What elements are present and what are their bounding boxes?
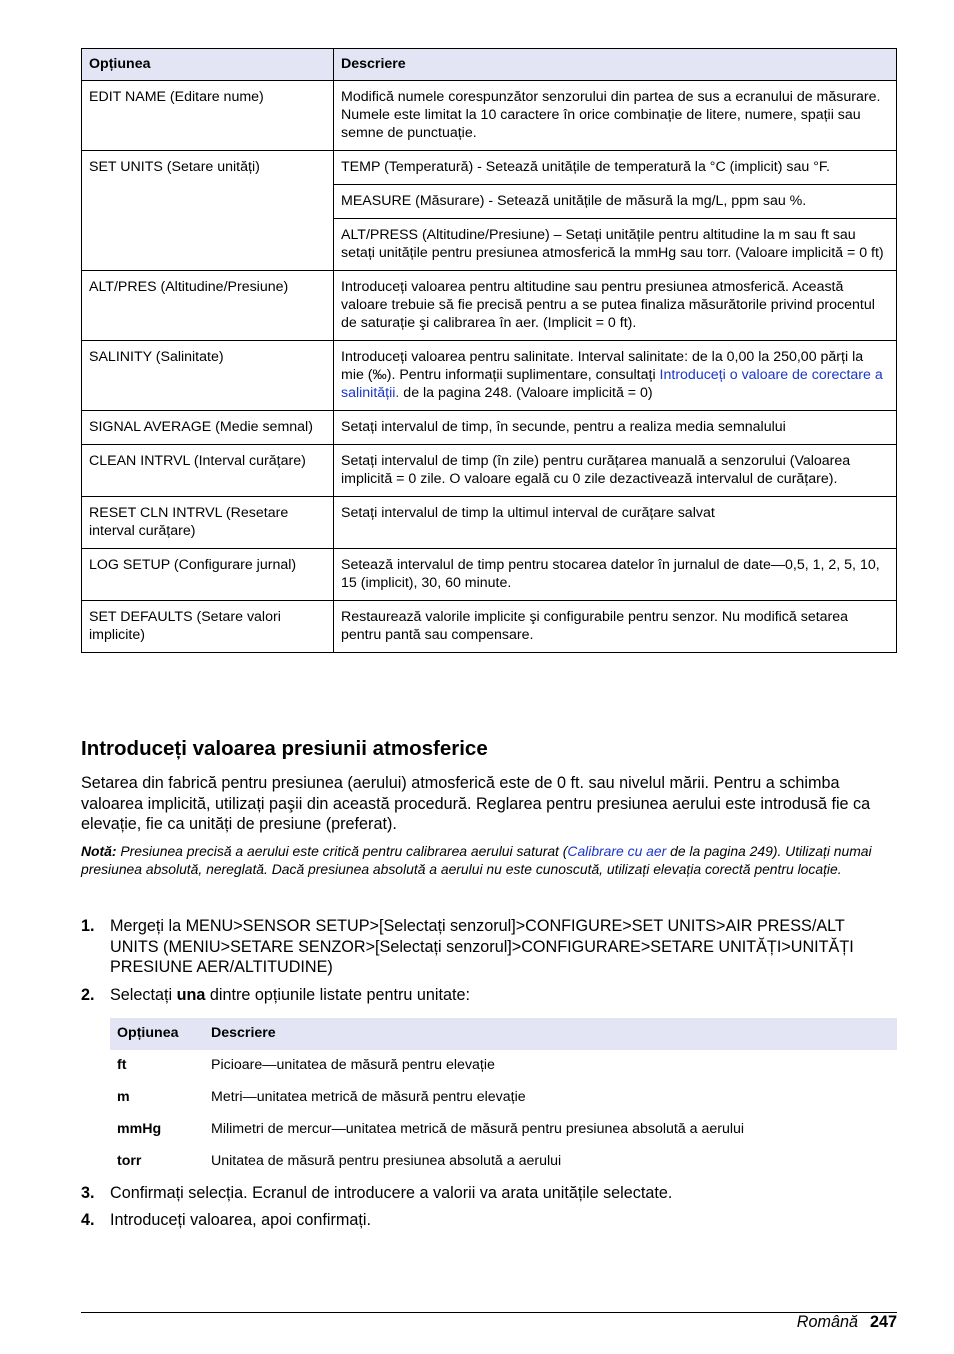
description-cell: MEASURE (Măsurare) - Setează unitățile de măsură la mg/L, ppm sau %. — [334, 185, 897, 219]
page-footer — [797, 1312, 897, 1332]
unit-description-cell: Metri—unitatea metrică de măsură pentru elevație — [211, 1089, 526, 1105]
step-text: Confirmați selecția. Ecranul de introducere a valorii va arata unitățile selectate. — [110, 1184, 673, 1202]
table-row — [82, 341, 897, 411]
salinity-correction-link[interactable]: Introduceți o valoare de corectare a salinității. — [341, 367, 883, 401]
description-cell: Setează intervalul de timp pentru stocarea datelor în jurnalul de date—0,5, 1, 2, 5, 10, 15 (implicit), 30, 60 minute. — [334, 549, 897, 601]
table-row — [82, 81, 897, 151]
units-table — [110, 1018, 897, 1178]
table-row — [110, 1082, 897, 1114]
description-cell: Restaurează valorile implicite şi configurabile pentru senzor. Nu modifică setarea pentru pantă sau compensare. — [334, 601, 897, 653]
description-cell — [334, 341, 897, 411]
step-number: 1. — [81, 917, 95, 935]
salinity-desc-tail: de la pagina 248. (Valoare implicită = 0) — [399, 385, 653, 401]
unit-description-cell: Unitatea de măsură pentru presiunea absolută a aerului — [211, 1153, 562, 1169]
step-text-part: Selectați — [110, 986, 177, 1004]
option-cell: SIGNAL AVERAGE (Medie semnal) — [82, 411, 334, 445]
salinity-desc-text: Introduceți valoarea pentru salinitate. Interval salinitate: de la 0,00 la 250,00 părți la mie (‰). Pentru informații suplimentare, consultați — [341, 349, 864, 383]
step-text — [110, 985, 871, 1006]
table-row — [82, 411, 897, 445]
description-cell: ALT/PRESS (Altitudine/Presiune) – Setați unitățile pentru altitudine la m sau ft sau setați unitățile pentru presiunea atmosferică la mmHg sau torr. (Valoare implicită = 0 ft) — [334, 219, 897, 271]
step-number: 2. — [81, 986, 95, 1004]
step-item — [81, 1210, 871, 1231]
description-cell: Setați intervalul de timp la ultimul interval de curățare salvat — [334, 497, 897, 549]
table-row — [110, 1050, 897, 1082]
step-item — [81, 985, 871, 1006]
table-row — [82, 151, 897, 185]
description-cell: Modifică numele corespunzător senzorului din partea de sus a ecranului de măsurare. Numele este limitat la 10 caractere în orice combinație de litere, numere, spații sau semne de punctuație. — [334, 81, 897, 151]
table-row — [110, 1114, 897, 1146]
option-cell: SET UNITS (Setare unități) — [82, 151, 334, 271]
note-text-tail: de la pagina 249). Utilizați numai presiunea absolută, nereglată. Dacă presiunea absolută a aerului nu este cunoscută, utilizați elevația corectă pentru locație. — [81, 843, 872, 878]
step-text: Introduceți valoarea, apoi confirmați. — [110, 1211, 371, 1229]
table-row — [82, 601, 897, 653]
step-number: 3. — [81, 1184, 95, 1202]
footer-divider — [81, 1312, 897, 1313]
description-cell: TEMP (Temperatură) - Setează unitățile de temperatură la °C (implicit) sau °F. — [334, 151, 897, 185]
table-header-row — [110, 1018, 897, 1050]
unit-cell: torr — [117, 1153, 142, 1169]
step-number: 4. — [81, 1211, 95, 1229]
column-header-option: Opțiunea — [110, 1018, 204, 1050]
options-table — [81, 48, 897, 653]
table-header-row — [82, 49, 897, 81]
note-label: Notă: — [81, 843, 117, 859]
column-header-option: Opțiunea — [82, 49, 334, 81]
table-row — [82, 549, 897, 601]
column-header-description: Descriere — [204, 1018, 897, 1050]
unit-cell: m — [117, 1089, 130, 1105]
unit-description-cell: Picioare—unitatea de măsură pentru elevație — [211, 1057, 495, 1073]
step-text: Mergeți la MENU>SENSOR SETUP>[Selectați senzorul]>CONFIGURE>SET UNITS>AIR PRESS/ALT UNITS (MENIU>SETARE SENZOR>[Selectați senzorul]>CONFIGURARE>SETARE UNITĂȚI>UNITĂȚI PRESIUNE AER/ALTITUDINE) — [110, 917, 854, 976]
option-cell: CLEAN INTRVL (Interval curățare) — [82, 445, 334, 497]
option-cell: ALT/PRES (Altitudine/Presiune) — [82, 271, 334, 341]
option-cell: RESET CLN INTRVL (Resetare interval curățare) — [82, 497, 334, 549]
footer-language: Română — [796, 1313, 858, 1331]
step-text-part: dintre opțiunile listate pentru unitate: — [205, 986, 470, 1004]
option-cell: SALINITY (Salinitate) — [82, 341, 334, 411]
unit-description-cell: Milimetri de mercur—unitatea metrică de măsură pentru presiunea absolută a aerului — [211, 1121, 745, 1137]
step-emphasis: una — [176, 986, 206, 1004]
description-cell: Introduceți valoarea pentru altitudine sau pentru presiunea atmosferică. Această valoare trebuie să fie precisă pentru a se putea finaliza măsurătorile privind procentul de saturație şi calibrarea în aer. (Implicit = 0 ft). — [334, 271, 897, 341]
page-number: 247 — [869, 1313, 897, 1331]
air-calibration-link[interactable]: Calibrare cu aer — [567, 843, 667, 859]
description-cell: Setați intervalul de timp, în secunde, pentru a realiza media semnalului — [334, 411, 897, 445]
description-cell: Setați intervalul de timp (în zile) pentru curățarea manuală a senzorului (Valoarea implicită = 0 zile. O valoare egală cu 0 zile dezactivează intervalul de curățare). — [334, 445, 897, 497]
table-row — [110, 1146, 897, 1178]
note-text: Presiunea precisă a aerului este critică pentru calibrarea aerului saturat ( — [116, 843, 568, 859]
note-paragraph — [81, 842, 901, 879]
section-heading: Introduceți valoarea presiunii atmosferice — [81, 737, 488, 760]
table-row — [82, 271, 897, 341]
step-item — [81, 916, 871, 978]
table-row — [82, 445, 897, 497]
option-cell: LOG SETUP (Configurare jurnal) — [82, 549, 334, 601]
intro-paragraph: Setarea din fabrică pentru presiunea (aerului) atmosferică este de 0 ft. sau nivelul mării. Pentru a schimba valoarea implicită, utilizați paşii din această procedură. Reglarea pentru presiunea aerului este introdusă fie ca elevație, fie ca unități de presiune (preferat). — [81, 774, 871, 833]
table-row — [82, 497, 897, 549]
option-cell: EDIT NAME (Editare nume) — [82, 81, 334, 151]
option-cell: SET DEFAULTS (Setare valori implicite) — [82, 601, 334, 653]
unit-cell: ft — [117, 1057, 127, 1073]
column-header-description: Descriere — [334, 49, 897, 81]
unit-cell: mmHg — [117, 1121, 162, 1137]
step-item — [81, 1183, 871, 1204]
